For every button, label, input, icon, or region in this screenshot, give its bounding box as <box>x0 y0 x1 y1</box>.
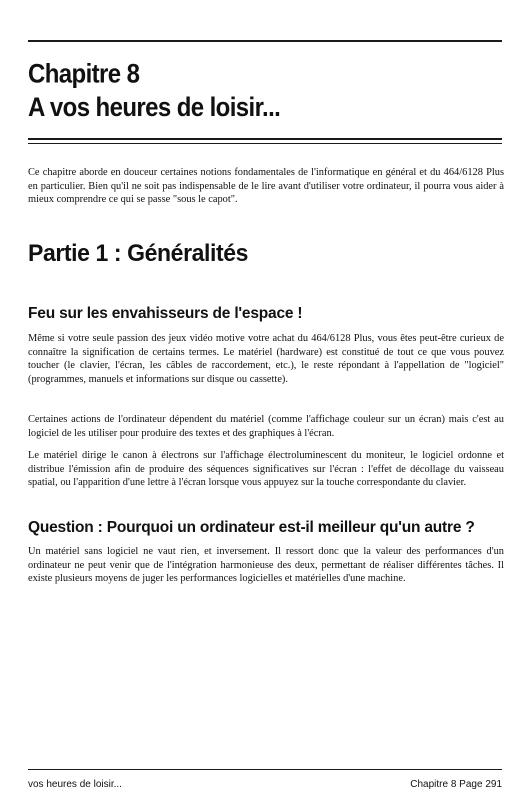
footer-running-title: vos heures de loisir... <box>28 779 122 790</box>
paragraph-hardware-software: Même si votre seule passion des jeux vidéo motive votre achat du 464/6128 Plus, vous êtes peut-être curieux de connaître la signification de certains termes. Le matériel (hardware) est constitué de tout ce que vous pouvez toucher (le clavier, l'écran, les câbles de raccordement, etc.), le reste répondant à l'appellation de "logiciel" (programmes, manuels et informations sur disque ou cassette). <box>28 333 504 385</box>
paragraph-electron-gun: Le matériel dirige le canon à électrons sur l'affichage électroluminescent du moniteur, le logiciel ordonne et distribue l'émission afin de produire des séquences significatives sur l'écran : l'effet de décollage du vaisseau spatial, ou l'apparition d'une lettre à l'écran lorsque vous appuyez sur la touche correspondante du clavier. <box>28 450 504 489</box>
top-rule <box>28 40 502 42</box>
section-heading-question: Question : Pourquoi un ordinateur est-il meilleur qu'un autre ? <box>28 519 475 536</box>
title-double-rule-top <box>28 138 502 140</box>
footer-rule <box>28 769 502 770</box>
title-double-rule-bottom <box>28 143 502 144</box>
paragraph-actions: Certaines actions de l'ordinateur dépendent du matériel (comme l'affichage couleur sur un écran) mais c'est au logiciel de les utiliser pour produire des textes et des graphiques à l'écran. <box>28 414 504 439</box>
chapter-title <box>28 58 502 125</box>
intro-paragraph: Ce chapitre aborde en douceur certaines notions fondamentales de l'informatique en général et du 464/6128 Plus en particulier. Bien qu'il ne soit pas indispensable de le lire avant d'utiliser votre ordinateur, il pourra vous aider à mieux comprendre ce qui se passe "sous le capot". <box>28 167 504 206</box>
chapter-name: A vos heures de loisir... <box>28 92 281 123</box>
chapter-number: Chapitre 8 <box>28 59 140 90</box>
section-heading-space-invaders: Feu sur les envahisseurs de l'espace ! <box>28 305 303 322</box>
paragraph-performance: Un matériel sans logiciel ne vaut rien, et inversement. Il ressort donc que la valeur des performances d'un ordinateur ne peut venir que de l'intégration harmonieuse des deux, permettant de réaliser différentes tâches. Il existe plusieurs moyens de juger les performances logicielles et matérielles d'une machine. <box>28 546 504 585</box>
part-title: Partie 1 : Généralités <box>28 239 249 267</box>
footer-page-number: Chapitre 8 Page 291 <box>410 779 502 790</box>
